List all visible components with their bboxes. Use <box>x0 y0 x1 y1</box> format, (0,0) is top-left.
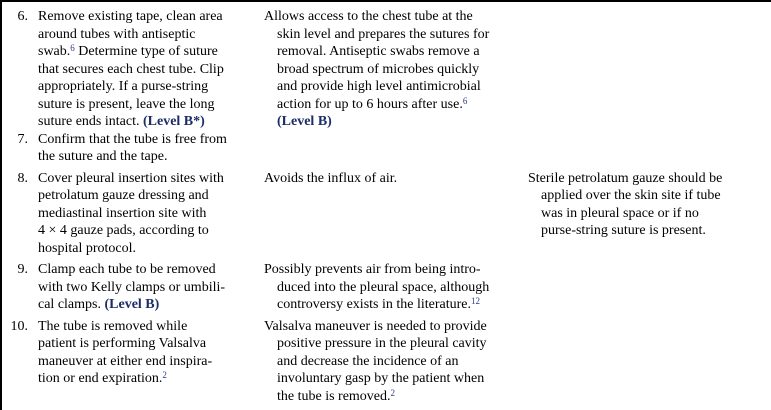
text-segment: hospital protocol. <box>38 240 136 256</box>
citation-superscript: 6 <box>70 43 75 53</box>
text-line <box>528 187 771 205</box>
step-7 <box>8 131 264 166</box>
text-segment: cal clamps. <box>38 297 105 312</box>
citation-superscript: 2 <box>390 387 396 398</box>
text-line <box>38 43 264 61</box>
step-10 <box>8 318 264 388</box>
special-consideration-8 <box>528 170 771 240</box>
text-line <box>38 78 264 96</box>
text-line <box>264 96 528 114</box>
special-considerations-column-cell <box>528 318 771 406</box>
table-row <box>8 261 771 314</box>
text-segment: around tubes with antiseptic <box>38 26 196 42</box>
step-number: 8. <box>17 170 28 186</box>
text-segment: action for up to 6 hours after use. <box>277 96 463 112</box>
table-row <box>8 170 771 258</box>
text-line <box>38 113 264 131</box>
text-line <box>38 148 264 166</box>
table-row <box>8 131 771 166</box>
text-segment: 4 × 4 gauze pads, according to <box>38 223 209 238</box>
special-considerations-column-cell <box>528 131 771 166</box>
text-segment: duced into the pleural space, although <box>277 279 490 295</box>
text-segment: involuntary gasp by the patient when <box>277 371 485 386</box>
text-segment: positive pressure in the pleural cavity <box>277 336 487 351</box>
text-line <box>264 43 528 61</box>
text-line <box>38 370 264 388</box>
rationale-10 <box>264 318 528 406</box>
text-line <box>264 78 528 96</box>
text-segment: Confirm that the tube is free from <box>38 131 227 147</box>
text-segment: that secures each chest tube. Clip <box>38 61 224 77</box>
text-line <box>38 222 264 240</box>
text-line <box>264 318 528 336</box>
text-line <box>38 170 264 188</box>
text-line <box>264 26 528 44</box>
text-segment: Determine type of suture <box>74 44 218 59</box>
text-segment: Remove existing tape, clean area <box>38 9 223 24</box>
text-line <box>528 170 771 188</box>
text-segment: maneuver at either end inspira- <box>38 353 213 369</box>
table-row <box>8 8 771 131</box>
text-segment: purse-string suture is present. <box>541 223 706 238</box>
text-line <box>38 296 264 314</box>
text-line <box>38 96 264 114</box>
text-line <box>38 261 264 279</box>
text-segment: swab. <box>38 44 71 59</box>
text-line <box>264 335 528 353</box>
citation-superscript: 2 <box>162 370 167 380</box>
text-line <box>264 261 528 279</box>
text-line <box>38 187 264 205</box>
text-segment: Sterile petrolatum gauze should be <box>528 170 723 186</box>
text-segment: and provide high level antimicrobial <box>277 79 481 94</box>
text-segment: removal. Antiseptic swabs remove a <box>277 44 480 59</box>
step-number: 7. <box>17 131 28 147</box>
step-8 <box>8 170 264 258</box>
rationale-column-cell <box>264 131 528 166</box>
text-line <box>264 296 528 314</box>
table-row <box>8 318 771 406</box>
text-segment: appropriately. If a purse-string <box>38 79 209 94</box>
text-segment: broad spectrum of microbes quickly <box>277 61 480 77</box>
text-line <box>38 61 264 79</box>
text-segment: patient is performing Valsalva <box>38 336 207 351</box>
text-segment: tion or end expiration. <box>38 371 163 386</box>
rationale-9 <box>264 261 528 314</box>
text-line <box>264 353 528 371</box>
text-segment: The tube is removed while <box>38 318 188 334</box>
text-segment: Cover pleural insertion sites with <box>38 170 224 186</box>
text-segment: the suture and the tape. <box>38 149 168 164</box>
text-line <box>38 335 264 353</box>
special-considerations-column-cell <box>528 170 771 258</box>
text-line <box>264 113 528 131</box>
text-segment: and decrease the incidence of an <box>277 353 459 369</box>
text-line <box>38 8 264 26</box>
text-segment: Avoids the influx of air. <box>264 170 398 186</box>
text-line <box>38 318 264 336</box>
citation-superscript: 12 <box>471 296 480 306</box>
text-segment: was in pleural space or if no <box>541 205 699 221</box>
steps-column-cell <box>8 170 264 258</box>
text-line <box>528 222 771 240</box>
step-9 <box>8 261 264 314</box>
rationale-column-cell <box>264 318 528 406</box>
text-segment: suture is present, leave the long <box>38 96 215 112</box>
evidence-level-label: (Level B) <box>277 114 332 129</box>
text-line <box>264 8 528 26</box>
text-segment: Valsalva maneuver is needed to provide <box>264 318 487 334</box>
text-line <box>264 388 528 406</box>
rationale-6 <box>264 8 528 131</box>
step-6 <box>8 8 264 131</box>
special-considerations-column-cell <box>528 261 771 314</box>
text-segment: controversy exists in the literature. <box>277 297 471 312</box>
text-line <box>38 353 264 371</box>
step-number: 10. <box>10 318 28 334</box>
text-line <box>264 279 528 297</box>
text-segment: applied over the skin site if tube <box>541 188 721 203</box>
evidence-level-label: (Level B) <box>104 297 160 312</box>
rationale-8 <box>264 170 528 188</box>
text-line <box>528 205 771 223</box>
step-number: 9. <box>17 262 28 277</box>
text-segment: Clamp each tube to be removed <box>38 262 216 277</box>
rationale-column-cell <box>264 261 528 314</box>
text-segment: the tube is removed. <box>277 388 391 404</box>
text-segment: Allows access to the chest tube at the <box>264 9 473 24</box>
steps-column-cell <box>8 261 264 314</box>
text-line <box>264 61 528 79</box>
text-line <box>38 131 264 149</box>
steps-column-cell <box>8 131 264 166</box>
citation-superscript: 6 <box>462 95 468 106</box>
step-number: 6. <box>17 9 28 24</box>
special-considerations-column-cell <box>528 8 771 131</box>
text-segment: skin level and prepares the sutures for <box>277 26 490 42</box>
text-line <box>264 170 528 188</box>
text-segment: suture ends intact. <box>38 114 143 129</box>
text-segment: petrolatum gauze dressing and <box>38 188 209 203</box>
rationale-column-cell <box>264 170 528 258</box>
steps-column-cell <box>8 8 264 131</box>
rationale-column-cell <box>264 8 528 131</box>
text-line <box>38 279 264 297</box>
text-segment: Possibly prevents air from being intro- <box>264 262 481 277</box>
text-line <box>38 240 264 258</box>
text-line <box>264 370 528 388</box>
evidence-level-label: (Level B*) <box>142 114 205 129</box>
text-segment: with two Kelly clamps or umbili- <box>38 279 226 295</box>
text-line <box>38 205 264 223</box>
steps-column-cell <box>8 318 264 406</box>
text-segment: mediastinal insertion site with <box>38 205 207 221</box>
text-line <box>38 26 264 44</box>
